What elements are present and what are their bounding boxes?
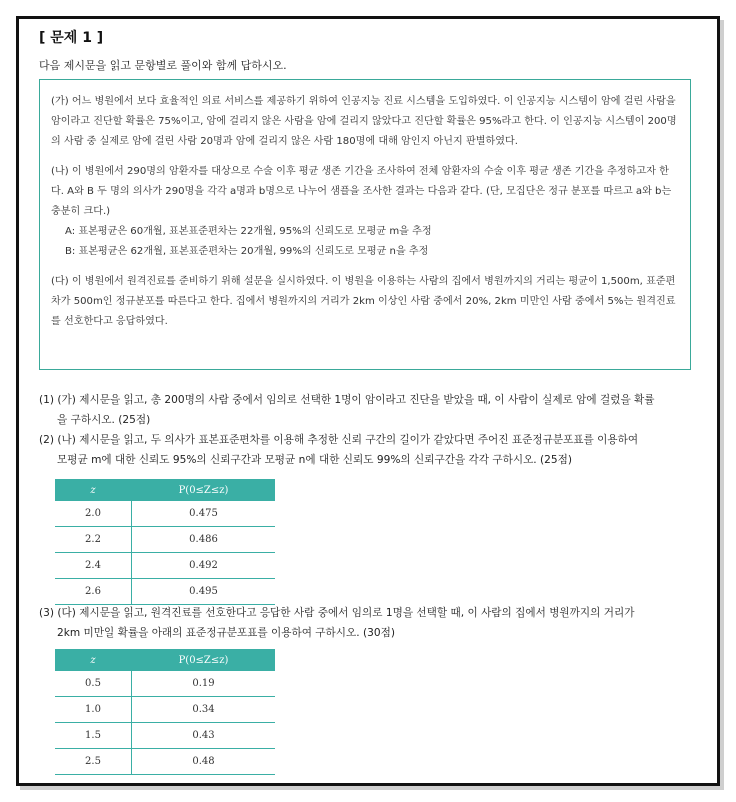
problem-title: [ 문제 1 ]	[39, 30, 104, 46]
question-1-line2: 을 구하시오. (25점)	[57, 414, 151, 426]
question-2-line2: 모평균 m에 대한 신뢰도 95%의 신뢰구간과 모평균 n에 대한 신뢰도 99%의 신뢰구간을 각각 구하시오. (25점)	[57, 454, 573, 466]
question-3-line1: (3) (다) 제시문을 읽고, 원격진료를 선호한다고 응답한 사람 중에서 임의로 1명을 선택할 때, 이 사람의 집에서 병원까지의 거리가	[39, 607, 635, 619]
passage-na: (나) 이 병원에서 290명의 암환자를 대상으로 수술 이후 평균 생존 기간을 조사하여 전체 암환자의 수술 이후 평균 생존 기간을 추정하고자 한다. A와 B 두 명의 의사가 290명을 각각 a명과 b명으로 나누어 샘플을 조사한 결과는 다음과 같다. (단, 모집단은 정규 분포를 따르고 a와 b는 충분히 크다.)	[51, 166, 672, 217]
table-cell-z: 2.0	[55, 501, 132, 527]
problem-frame	[16, 16, 720, 786]
table-cell-prob: 0.492	[132, 553, 276, 579]
table-row	[55, 579, 275, 605]
questions-block	[39, 390, 699, 470]
table-cell-prob: 0.486	[132, 527, 276, 553]
passage-na-doctor-a: A: 표본평균은 60개월, 표본표준편차는 22개월, 95%의 신뢰도로 모평균 m을 추정	[65, 226, 432, 237]
passage-da: (다) 이 병원에서 원격진료를 준비하기 위해 설문을 실시하였다. 이 병원을 이용하는 사람의 집에서 병원까지의 거리는 평균이 1,500m, 표준편차가 500m인 정규분포를 따른다고 한다. 집에서 병원까지의 거리가 2km 이상인 사람 중에서 20%, 2km 미만인 사람 중에서 5%는 원격진료를 선호한다고 응답하였다.	[51, 276, 676, 327]
table-cell-z: 2.2	[55, 527, 132, 553]
table-header-row	[55, 479, 275, 501]
table-row	[55, 527, 275, 553]
question-1	[39, 390, 699, 430]
table-cell-z: 1.5	[55, 723, 132, 749]
table-cell-prob: 0.495	[132, 579, 276, 605]
table-cell-prob: 0.48	[132, 749, 276, 775]
problem-intro: 다음 제시문을 읽고 문항별로 풀이와 함께 답하시오.	[39, 59, 287, 72]
table-row	[55, 697, 275, 723]
table-header-z: z	[55, 649, 132, 671]
table-cell-z: 1.0	[55, 697, 132, 723]
table-row	[55, 553, 275, 579]
table-header-row	[55, 649, 275, 671]
table-cell-z: 2.5	[55, 749, 132, 775]
table-cell-z: 2.4	[55, 553, 132, 579]
table-cell-prob: 0.475	[132, 501, 276, 527]
question-2	[39, 430, 699, 470]
passage-na-doctor-b: B: 표본평균은 62개월, 표본표준편차는 20개월, 99%의 신뢰도로 모평균 n을 추정	[65, 246, 429, 257]
passage-ga: (가) 어느 병원에서 보다 효율적인 의료 서비스를 제공하기 위하여 인공지능 진료 시스템을 도입하였다. 이 인공지능 시스템이 암에 걸린 사람을 암이라고 진단할 확률은 75%이고, 암에 걸리지 않은 사람을 암에 걸리지 않았다고 진단할 확률은 95%라고 한다. 이 인공지능 시스템이 200명의 사람 중 실제로 암에 걸린 사람 20명과 암에 걸리지 않은 사람 180명에 대해 암인지 아닌지 판별하였다.	[51, 96, 677, 147]
normal-table-1	[55, 479, 275, 605]
passage-box	[39, 79, 691, 370]
table-cell-prob: 0.34	[132, 697, 276, 723]
question-1-line1: (1) (가) 제시문을 읽고, 총 200명의 사람 중에서 임의로 선택한 1명이 암이라고 진단을 받았을 때, 이 사람이 실제로 암에 걸렸을 확률	[39, 394, 655, 406]
question-3-line2: 2km 미만일 확률을 아래의 표준정규분포표를 이용하여 구하시오. (30점)	[57, 627, 395, 639]
table-row	[55, 501, 275, 527]
table-header-prob: P(0≤Z≤z)	[132, 479, 276, 501]
table-cell-prob: 0.43	[132, 723, 276, 749]
table-row	[55, 671, 275, 697]
table-header-z: z	[55, 479, 132, 501]
normal-table-2	[55, 649, 275, 775]
table-cell-z: 0.5	[55, 671, 132, 697]
question-2-line1: (2) (나) 제시문을 읽고, 두 의사가 표본표준편차를 이용해 추정한 신뢰 구간의 길이가 같았다면 주어진 표준정규분포표를 이용하여	[39, 434, 639, 446]
table-cell-z: 2.6	[55, 579, 132, 605]
table-cell-prob: 0.19	[132, 671, 276, 697]
table-row	[55, 749, 275, 775]
question-3	[39, 603, 699, 643]
table-row	[55, 723, 275, 749]
table-header-prob: P(0≤Z≤z)	[132, 649, 276, 671]
